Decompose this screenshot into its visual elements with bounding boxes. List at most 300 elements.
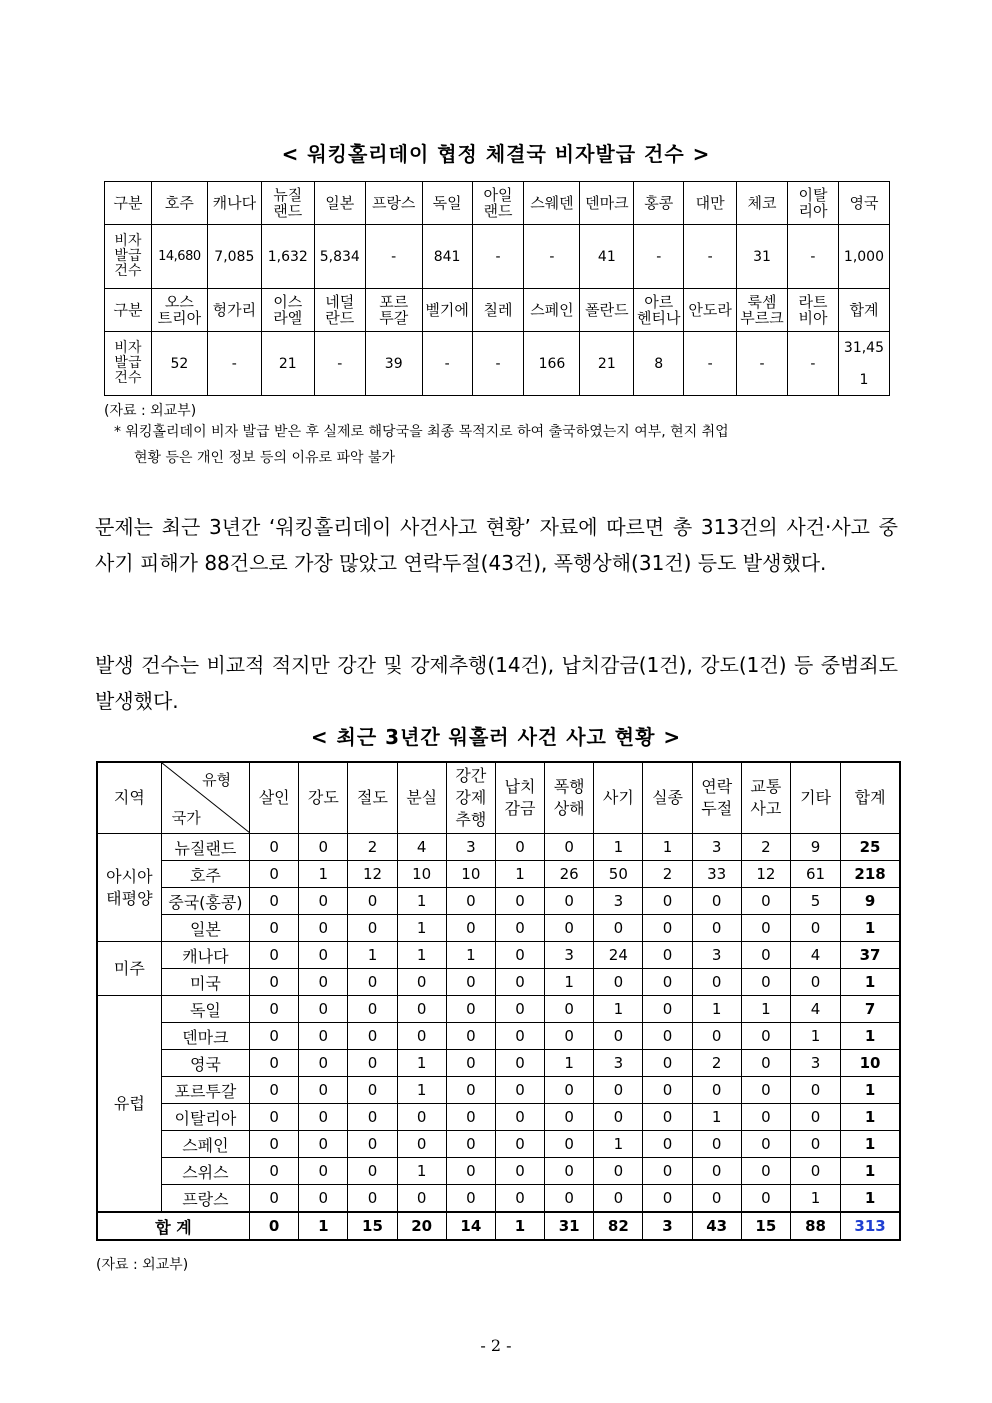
country-cell: 이탈 리아 — [788, 182, 839, 225]
region-cell: 미주 — [97, 942, 161, 996]
value-cell: 0 — [348, 969, 397, 996]
value-cell: 0 — [495, 915, 544, 942]
value-cell: 0 — [741, 1077, 790, 1104]
total-row — [97, 1212, 900, 1240]
incident-table-title: < 최근 3년간 워홀러 사건 사고 현황 > — [310, 725, 682, 749]
country-cell: 일본 — [314, 182, 365, 225]
country-cell: 스위스 — [161, 1158, 249, 1185]
value-cell: 50 — [594, 861, 643, 888]
value-cell: 0 — [594, 1185, 643, 1213]
value-cell: 0 — [643, 1077, 692, 1104]
value-cell: 1 — [790, 1185, 840, 1213]
total-cell: 15 — [741, 1212, 790, 1240]
table-row — [97, 1158, 900, 1185]
value-cell: 0 — [545, 915, 594, 942]
row-label-value: 비자 발급 건수 — [105, 225, 152, 289]
value-cell: 1 — [594, 996, 643, 1023]
value-cell: 3 — [692, 834, 741, 861]
country-cell: 안도라 — [684, 289, 737, 332]
visa-header-row-1 — [105, 182, 890, 225]
table-row — [97, 834, 900, 861]
value-cell: 0 — [643, 888, 692, 915]
value-cell: 0 — [594, 915, 643, 942]
value-cell: 0 — [495, 1185, 544, 1213]
visa-footnote — [114, 419, 904, 471]
row-total-cell: 1 — [841, 915, 900, 942]
visa-table-title: < 워킹홀리데이 협정 체결국 비자발급 건수 > — [281, 142, 711, 166]
type-country-header — [161, 762, 249, 834]
country-cell: 스페인 — [161, 1131, 249, 1158]
paragraph-1: 문제는 최근 3년간 ‘워킹홀리데이 사건사고 현황’ 자료에 따르면 총 313건의 사건·사고 중 사기 피해가 88건으로 가장 많았고 연락두절(43건), 폭행상해(31건) 등도 발생했다. — [95, 515, 898, 575]
value-cell: 33 — [692, 861, 741, 888]
table-row — [97, 942, 900, 969]
value-cell: 0 — [594, 1023, 643, 1050]
visa-footnote-line-1: * 워킹홀리데이 비자 발급 받은 후 실제로 해당국을 최종 목적지로 하여 출국하였는지 여부, 현지 취업 — [114, 424, 729, 440]
country-cell: 룩셈 부르크 — [737, 289, 788, 332]
country-cell: 오스 트리아 — [151, 289, 207, 332]
incident-header-row — [97, 762, 900, 834]
value-cell: 10 — [397, 861, 446, 888]
total-cell: 82 — [594, 1212, 643, 1240]
total-cell: 20 — [397, 1212, 446, 1240]
column-header: 납치 감금 — [495, 762, 544, 834]
value-cell: 5 — [790, 888, 840, 915]
value-cell: 0 — [643, 1023, 692, 1050]
value-cell: 0 — [299, 1158, 348, 1185]
value-cell: 26 — [545, 861, 594, 888]
value-cell: - — [788, 332, 839, 396]
value-cell: 0 — [250, 969, 299, 996]
value-cell: 0 — [741, 1131, 790, 1158]
value-cell: 1 — [397, 888, 446, 915]
value-cell: 0 — [741, 1185, 790, 1213]
value-cell: 0 — [495, 996, 544, 1023]
row-total-cell: 1 — [841, 1023, 900, 1050]
value-cell: 0 — [446, 915, 495, 942]
value-cell: 0 — [397, 996, 446, 1023]
value-cell: - — [472, 332, 524, 396]
value-cell: 0 — [692, 1131, 741, 1158]
value-cell: - — [737, 332, 788, 396]
value-cell: 0 — [348, 996, 397, 1023]
value-cell: 0 — [250, 915, 299, 942]
value-cell: 0 — [790, 969, 840, 996]
table-row — [97, 969, 900, 996]
value-cell: 0 — [545, 1077, 594, 1104]
value-cell: 0 — [495, 834, 544, 861]
row-label-header: 구분 — [105, 182, 152, 225]
value-cell: 41 — [580, 225, 634, 289]
row-total-cell: 1 — [841, 1104, 900, 1131]
value-cell: 0 — [741, 915, 790, 942]
value-cell: - — [207, 332, 261, 396]
value-cell: 24 — [594, 942, 643, 969]
column-header: 분실 — [397, 762, 446, 834]
country-cell: 프랑스 — [161, 1185, 249, 1213]
value-cell: 0 — [250, 888, 299, 915]
value-cell: 0 — [446, 1023, 495, 1050]
value-cell: 0 — [545, 1023, 594, 1050]
value-cell: 3 — [594, 888, 643, 915]
value-cell: 1 — [692, 1104, 741, 1131]
visa-total-value: 31,45 1 — [838, 332, 889, 396]
value-cell: 0 — [299, 1023, 348, 1050]
value-cell: 0 — [299, 834, 348, 861]
value-cell: 0 — [790, 1131, 840, 1158]
value-cell: 0 — [250, 1104, 299, 1131]
value-cell: 0 — [348, 1077, 397, 1104]
value-cell: 1 — [545, 969, 594, 996]
total-cell: 88 — [790, 1212, 840, 1240]
grand-total-cell: 313 — [841, 1212, 900, 1240]
value-cell: 0 — [643, 969, 692, 996]
country-cell: 스웨덴 — [524, 182, 580, 225]
value-cell: 1 — [741, 996, 790, 1023]
total-cell: 1 — [299, 1212, 348, 1240]
total-label: 합 계 — [97, 1212, 250, 1240]
value-cell: 0 — [495, 942, 544, 969]
value-cell: 0 — [446, 1077, 495, 1104]
value-cell: 0 — [594, 1104, 643, 1131]
value-cell: 0 — [397, 1023, 446, 1050]
value-cell: 0 — [643, 996, 692, 1023]
incident-source: (자료 : 외교부) — [96, 1257, 189, 1273]
value-cell: 7,085 — [207, 225, 261, 289]
value-cell: 2 — [741, 834, 790, 861]
type-label: 유형 — [202, 771, 232, 789]
country-label: 국가 — [171, 809, 201, 827]
value-cell: 166 — [524, 332, 580, 396]
country-cell: 호주 — [161, 861, 249, 888]
value-cell: 1 — [446, 942, 495, 969]
value-cell: 1 — [495, 861, 544, 888]
value-cell: 0 — [397, 1185, 446, 1213]
value-cell: 52 — [151, 332, 207, 396]
table-row — [97, 1185, 900, 1213]
total-cell: 15 — [348, 1212, 397, 1240]
total-cell: 0 — [250, 1212, 299, 1240]
value-cell: 0 — [348, 1131, 397, 1158]
value-cell: 0 — [741, 1050, 790, 1077]
value-cell: 0 — [446, 969, 495, 996]
value-cell: 0 — [299, 915, 348, 942]
value-cell: 0 — [741, 888, 790, 915]
country-cell: 폴란드 — [580, 289, 634, 332]
value-cell: 0 — [495, 1050, 544, 1077]
value-cell: 21 — [580, 332, 634, 396]
value-cell: 0 — [495, 1023, 544, 1050]
value-cell: 61 — [790, 861, 840, 888]
value-cell: 0 — [692, 969, 741, 996]
value-cell: 21 — [261, 332, 314, 396]
country-cell: 합계 — [838, 289, 889, 332]
value-cell: 1,000 — [838, 225, 889, 289]
value-cell: 3 — [594, 1050, 643, 1077]
value-cell: 0 — [545, 996, 594, 1023]
country-cell: 대만 — [684, 182, 737, 225]
value-cell: 4 — [790, 996, 840, 1023]
value-cell: 3 — [545, 942, 594, 969]
table-row — [97, 1077, 900, 1104]
country-cell: 라트 비아 — [788, 289, 839, 332]
value-cell: 0 — [545, 888, 594, 915]
value-cell: 0 — [741, 942, 790, 969]
value-cell: 0 — [299, 1104, 348, 1131]
value-cell: 1 — [397, 915, 446, 942]
value-cell: 0 — [545, 834, 594, 861]
value-cell: 0 — [643, 1050, 692, 1077]
value-cell: - — [684, 332, 737, 396]
value-cell: 0 — [495, 1158, 544, 1185]
value-cell: 0 — [250, 1023, 299, 1050]
value-cell: 0 — [348, 1023, 397, 1050]
value-cell: 0 — [643, 1158, 692, 1185]
value-cell: 8 — [634, 332, 684, 396]
value-cell: 39 — [365, 332, 422, 396]
column-header: 강도 — [299, 762, 348, 834]
value-cell: 5,834 — [314, 225, 365, 289]
value-cell: - — [472, 225, 524, 289]
value-cell: 0 — [250, 834, 299, 861]
value-cell: 0 — [446, 1104, 495, 1131]
value-cell: 2 — [643, 861, 692, 888]
value-cell: 1 — [299, 861, 348, 888]
value-cell: 0 — [348, 1185, 397, 1213]
value-cell: 0 — [495, 969, 544, 996]
value-cell: 0 — [250, 861, 299, 888]
total-cell: 31 — [545, 1212, 594, 1240]
column-header: 실종 — [643, 762, 692, 834]
value-cell: 0 — [250, 1050, 299, 1077]
value-cell: 3 — [692, 942, 741, 969]
value-cell: 1,632 — [261, 225, 314, 289]
value-cell: - — [634, 225, 684, 289]
row-total-cell: 1 — [841, 1185, 900, 1213]
value-cell: 1 — [594, 834, 643, 861]
value-cell: 3 — [790, 1050, 840, 1077]
country-cell: 포르투갈 — [161, 1077, 249, 1104]
value-cell: 0 — [790, 915, 840, 942]
total-cell: 3 — [643, 1212, 692, 1240]
region-cell: 유럽 — [97, 996, 161, 1213]
table-row — [97, 888, 900, 915]
country-cell: 체코 — [737, 182, 788, 225]
value-cell: 2 — [692, 1050, 741, 1077]
visa-footnote-line-2: 현황 등은 개인 정보 등의 이유로 파악 불가 — [134, 450, 396, 466]
value-cell: 14,680 — [151, 225, 207, 289]
visa-source: (자료 : 외교부) — [104, 403, 197, 419]
row-total-cell: 1 — [841, 1131, 900, 1158]
value-cell: 0 — [594, 1077, 643, 1104]
value-cell: 0 — [545, 1185, 594, 1213]
value-cell: 0 — [692, 1023, 741, 1050]
total-cell: 1 — [495, 1212, 544, 1240]
value-cell: 1 — [545, 1050, 594, 1077]
value-cell: 0 — [643, 1185, 692, 1213]
value-cell: 0 — [594, 969, 643, 996]
region-header: 지역 — [97, 762, 161, 834]
value-cell: 4 — [397, 834, 446, 861]
value-cell: 1 — [397, 1158, 446, 1185]
value-cell: 0 — [741, 1104, 790, 1131]
table-row — [97, 915, 900, 942]
value-cell: 0 — [299, 942, 348, 969]
value-cell: 0 — [446, 1131, 495, 1158]
incident-table — [96, 761, 901, 1241]
value-cell: 0 — [299, 1050, 348, 1077]
total-cell: 43 — [692, 1212, 741, 1240]
table-row — [97, 1104, 900, 1131]
value-cell: 0 — [545, 1104, 594, 1131]
country-cell: 프랑스 — [365, 182, 422, 225]
paragraph-2: 발생 건수는 비교적 적지만 강간 및 강제추행(14건), 납치감금(1건), 강도(1건) 등 중범죄도 발생했다. — [95, 653, 898, 713]
value-cell: 0 — [299, 996, 348, 1023]
region-cell: 아시아 태평양 — [97, 834, 161, 942]
page-number: - 2 - — [480, 1336, 512, 1355]
value-cell: 0 — [741, 1158, 790, 1185]
value-cell: 1 — [397, 1050, 446, 1077]
value-cell: 9 — [790, 834, 840, 861]
value-cell: - — [365, 225, 422, 289]
country-cell: 영국 — [161, 1050, 249, 1077]
country-cell: 중국(홍콩) — [161, 888, 249, 915]
value-cell: 0 — [692, 915, 741, 942]
value-cell: 0 — [790, 1158, 840, 1185]
value-cell: 1 — [790, 1023, 840, 1050]
row-total-cell: 10 — [841, 1050, 900, 1077]
value-cell: 0 — [495, 1077, 544, 1104]
value-cell: 0 — [446, 1050, 495, 1077]
value-cell: 31 — [737, 225, 788, 289]
value-cell: 0 — [495, 888, 544, 915]
value-cell: 1 — [397, 1077, 446, 1104]
value-cell: 841 — [422, 225, 472, 289]
column-header: 폭행 상해 — [545, 762, 594, 834]
value-cell: 0 — [250, 996, 299, 1023]
column-header: 기타 — [790, 762, 840, 834]
row-total-cell: 25 — [841, 834, 900, 861]
value-cell: 0 — [299, 969, 348, 996]
visa-value-row-2 — [105, 332, 890, 396]
row-total-cell: 9 — [841, 888, 900, 915]
value-cell: 0 — [643, 1104, 692, 1131]
visa-issuance-table — [104, 181, 890, 396]
value-cell: 0 — [643, 915, 692, 942]
row-total-cell: 37 — [841, 942, 900, 969]
value-cell: 0 — [348, 915, 397, 942]
country-cell: 미국 — [161, 969, 249, 996]
country-cell: 뉴질 랜드 — [261, 182, 314, 225]
value-cell: 0 — [299, 1077, 348, 1104]
country-cell: 호주 — [151, 182, 207, 225]
column-header: 연락 두절 — [692, 762, 741, 834]
value-cell: 0 — [299, 888, 348, 915]
row-total-cell: 1 — [841, 1077, 900, 1104]
value-cell: 0 — [692, 888, 741, 915]
table-row — [97, 996, 900, 1023]
value-cell: 4 — [790, 942, 840, 969]
value-cell: 2 — [348, 834, 397, 861]
country-cell: 독일 — [422, 182, 472, 225]
country-cell: 덴마크 — [161, 1023, 249, 1050]
value-cell: 0 — [348, 1158, 397, 1185]
column-header: 교통 사고 — [741, 762, 790, 834]
value-cell: 0 — [250, 1077, 299, 1104]
country-cell: 벨기에 — [422, 289, 472, 332]
value-cell: 0 — [250, 1131, 299, 1158]
value-cell: - — [788, 225, 839, 289]
country-cell: 캐나다 — [207, 182, 261, 225]
value-cell: 3 — [446, 834, 495, 861]
row-total-cell: 1 — [841, 1158, 900, 1185]
country-cell: 뉴질랜드 — [161, 834, 249, 861]
value-cell: 0 — [790, 1077, 840, 1104]
row-label-header: 구분 — [105, 289, 152, 332]
value-cell: 0 — [495, 1131, 544, 1158]
table-row — [97, 1050, 900, 1077]
value-cell: 0 — [692, 1077, 741, 1104]
country-cell: 덴마크 — [580, 182, 634, 225]
value-cell: 0 — [397, 969, 446, 996]
value-cell: 12 — [741, 861, 790, 888]
value-cell: 1 — [692, 996, 741, 1023]
visa-value-row-1 — [105, 225, 890, 289]
value-cell: 0 — [594, 1158, 643, 1185]
value-cell: - — [684, 225, 737, 289]
country-cell: 이탈리아 — [161, 1104, 249, 1131]
column-header: 합계 — [841, 762, 900, 834]
row-total-cell: 218 — [841, 861, 900, 888]
value-cell: 0 — [495, 1104, 544, 1131]
country-cell: 홍콩 — [634, 182, 684, 225]
country-cell: 스페인 — [524, 289, 580, 332]
column-header: 강간 강제 추행 — [446, 762, 495, 834]
country-cell: 칠레 — [472, 289, 524, 332]
value-cell: 0 — [643, 1131, 692, 1158]
value-cell: 0 — [643, 942, 692, 969]
value-cell: 0 — [446, 996, 495, 1023]
value-cell: - — [314, 332, 365, 396]
country-cell: 네덜 란드 — [314, 289, 365, 332]
country-cell: 헝가리 — [207, 289, 261, 332]
visa-header-row-2 — [105, 289, 890, 332]
country-cell: 영국 — [838, 182, 889, 225]
value-cell: 0 — [692, 1185, 741, 1213]
value-cell: 0 — [348, 888, 397, 915]
value-cell: - — [422, 332, 472, 396]
value-cell: 0 — [446, 1185, 495, 1213]
value-cell: 1 — [397, 942, 446, 969]
column-header: 살인 — [250, 762, 299, 834]
value-cell: 0 — [545, 1131, 594, 1158]
value-cell: 0 — [741, 1023, 790, 1050]
column-header: 사기 — [594, 762, 643, 834]
country-cell: 이스 라엘 — [261, 289, 314, 332]
table-row — [97, 1023, 900, 1050]
value-cell: 1 — [643, 834, 692, 861]
value-cell: 0 — [250, 942, 299, 969]
row-total-cell: 7 — [841, 996, 900, 1023]
table-row — [97, 861, 900, 888]
value-cell: 0 — [790, 1104, 840, 1131]
country-cell: 독일 — [161, 996, 249, 1023]
value-cell: 0 — [397, 1131, 446, 1158]
total-cell: 14 — [446, 1212, 495, 1240]
country-cell: 캐나다 — [161, 942, 249, 969]
value-cell: 0 — [299, 1131, 348, 1158]
column-header: 절도 — [348, 762, 397, 834]
value-cell: 0 — [250, 1158, 299, 1185]
